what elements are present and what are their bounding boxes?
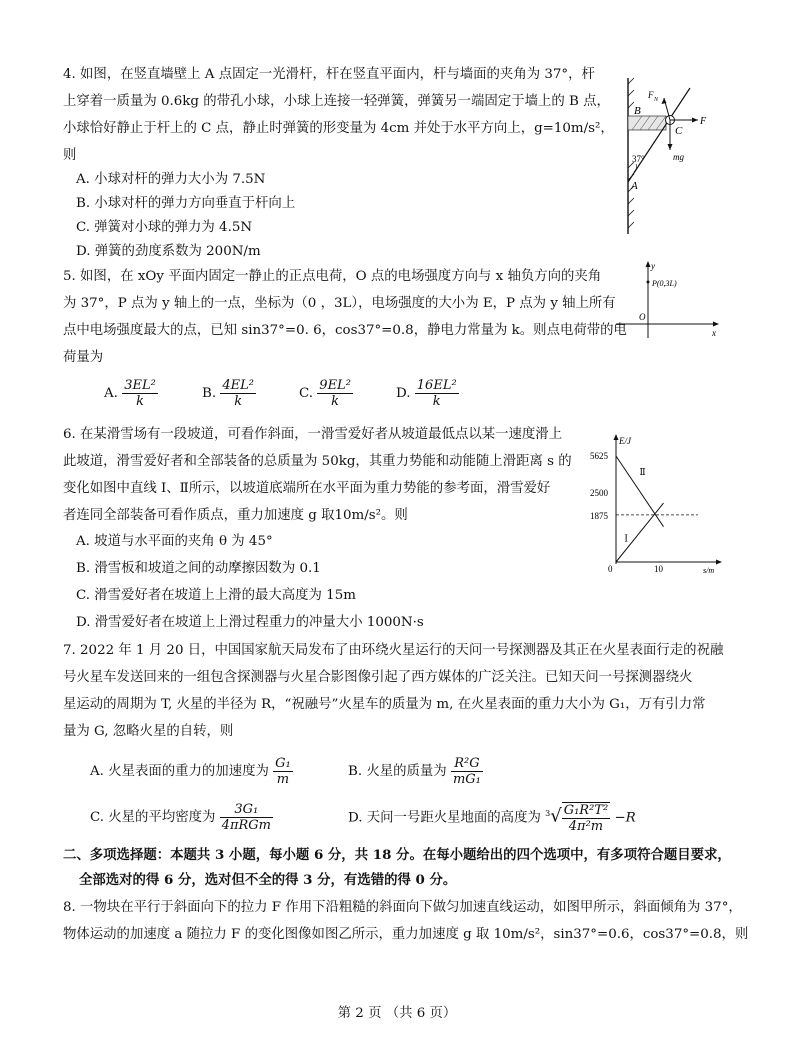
- label-fn: F: [648, 90, 654, 100]
- section-2-line-2: 全部选对的得 6 分，选对但不全的得 3 分，有选错的得 0 分。: [79, 872, 457, 888]
- q7-option-c: C. 火星的平均密度为 $\frac{\text{3G₁}}{\text{4πRGm}}$: [90, 802, 271, 833]
- q6-option-a: A. 坡道与水平面的夹角 θ 为 45°: [76, 534, 273, 549]
- label-a: A: [631, 180, 638, 192]
- q7-option-b: B. 火星的质量为 $\frac{\text{R²G}}{\text{mG₁}}$: [348, 756, 481, 787]
- label-f: F: [700, 116, 707, 127]
- q5-o-label: O: [639, 312, 646, 322]
- q4-line-1: 4. 如图，在竖直墙壁上 A 点固定一光滑杆，杆在竖直平面内，杆与墙面的夹角为 37°，杆: [63, 67, 595, 82]
- label-mg: mg: [673, 152, 684, 162]
- q5-option-c-fraction: $\frac{\text{9EL²}}{k}$: [319, 378, 351, 409]
- page-footer: 第 2 页 （共 6 页）: [337, 1006, 457, 1021]
- q5-option-a: A. $\frac{\text{3EL²}}{k}$: [104, 378, 156, 409]
- q5-y-label: y: [651, 261, 655, 271]
- q5-option-d-fraction: $\frac{\text{16EL²}}{k}$: [416, 378, 457, 409]
- q5-figure: [612, 258, 724, 342]
- label-c: C: [675, 125, 683, 137]
- q4-line-3: 小球恰好静止于杆上的 C 点，静止时弹簧的形变量为 4cm 并处于水平方向上，g=10m/s²，: [63, 121, 614, 136]
- q6-energy-chart: [588, 428, 728, 576]
- chart-series-I-line: [616, 503, 664, 562]
- chart-series-I-label: Ⅰ: [624, 533, 628, 544]
- chart-y-arrow: [614, 434, 619, 440]
- q5-option-d: D. $\frac{\text{16EL²}}{k}$: [396, 378, 457, 409]
- q6-option-c: C. 滑雪爱好者在坡道上上滑的最大高度为 15m: [76, 588, 356, 603]
- q7-line-2: 号火星车发送回来的一组包含探测器与火星合影图像引起了西方媒体的广泛关注。已知天问一号探测器绕火: [63, 670, 693, 685]
- q8-line-1: 8. 一物块在平行于斜面向下的拉力 F 作用下沿粗糙的斜面向下做匀加速直线运动，如图甲所示，斜面倾角为 37°，: [63, 900, 742, 915]
- section-2-line-1: 二、多项选择题：本题共 3 小题，每小题 6 分，共 18 分。在每小题给出的四个选项中，有多项符合题目要求，: [63, 847, 731, 863]
- q4-option-d: D. 弹簧的劲度系数为 200N/m: [76, 244, 261, 259]
- q6-line-1: 6. 在某滑雪场有一段坡道，可看作斜面，一滑雪爱好者从坡道最低点以某一速度滑上: [63, 427, 563, 442]
- q5-option-c: C. $\frac{\text{9EL²}}{k}$: [299, 378, 351, 409]
- q5-option-b-fraction: $\frac{\text{4EL²}}{k}$: [222, 378, 254, 409]
- q5-option-b: B. $\frac{\text{4EL²}}{k}$: [202, 378, 254, 409]
- q7-option-d: D. 天问一号距火星地面的高度为 $^3$√ $\frac{\text{G₁R²T²}}{\text{4π²m}}$ −R: [348, 803, 636, 834]
- chart-series-II-label: Ⅱ: [639, 466, 646, 477]
- q5-line-3: 点中电场强度最大的点，已知 sin37°=0. 6，cos37°=0.8，静电力常量为 k。则点电荷带的电: [63, 323, 627, 338]
- q5-option-a-fraction: $\frac{\text{3EL²}}{k}$: [124, 378, 156, 409]
- q6-option-b: B. 滑雪板和坡道之间的动摩擦因数为 0.1: [76, 561, 321, 576]
- chart-xtick-0: 0: [608, 564, 613, 574]
- q7-option-a: A. 火星表面的重力的加速度为 $\frac{\text{G₁}}{m}$: [90, 756, 291, 787]
- q7-line-3: 星运动的周期为 T, 火星的半径为 R，“祝融号”火星车的质量为 m, 在火星表面的重力大小为 G₁，万有引力常: [63, 697, 706, 712]
- q5-x-label: x: [712, 328, 716, 338]
- label-angle: 37°: [632, 154, 645, 164]
- q4-line-2: 上穿着一质量为 0.6kg 的带孔小球，小球上连接一轻弹簧，弹簧另一端固定于墙上的 B 点，: [63, 94, 610, 109]
- q4-figure: [612, 76, 732, 236]
- chart-ylabel: E/J: [619, 436, 631, 446]
- q4-option-a: A. 小球对杆的弹力大小为 7.5N: [76, 172, 266, 187]
- chart-ytick-5625: 5625: [590, 451, 608, 461]
- q6-line-4: 者连同全部装备可看作质点，重力加速度 g 取10m/s²。则: [63, 508, 408, 523]
- q4-line-4: 则: [63, 148, 77, 163]
- chart-xtick-10: 10: [654, 564, 663, 574]
- q7-option-d-fraction: $\frac{\text{G₁R²T²}}{\text{4π²m}}$: [563, 803, 609, 834]
- label-b: B: [634, 105, 641, 117]
- q4-option-b: B. 小球对杆的弹力方向垂直于杆向上: [76, 196, 296, 211]
- q8-line-2: 物体运动的加速度 a 随拉力 F 的变化图像如图乙所示，重力加速度 g 取 10m/s²，sin37°=0.6，cos37°=0.8，则: [63, 927, 749, 942]
- q7-line-4: 量为 G, 忽略火星的自转，则: [63, 724, 234, 739]
- q7-option-c-fraction: $\frac{\text{3G₁}}{\text{4πRGm}}$: [221, 802, 271, 833]
- q5-line-1: 5. 如图，在 xOy 平面内固定一静止的正点电荷，O 点的电场强度方向与 x 轴负方向的夹角: [63, 269, 602, 284]
- q6-line-3: 变化如图中直线 Ⅰ、Ⅱ所示，以坡道底端所在水平面为重力势能的参考面，滑雪爱好: [63, 481, 551, 496]
- q4-option-c: C. 弹簧对小球的弹力为 4.5N: [76, 220, 253, 235]
- q6-line-2: 此坡道，滑雪爱好者和全部装备的总质量为 50kg，其重力势能和动能随上滑距离 s 的: [63, 454, 572, 469]
- chart-xlabel: s/m: [703, 566, 715, 575]
- q6-option-d: D. 滑雪爱好者在坡道上上滑过程重力的冲量大小 1000N·s: [76, 615, 424, 630]
- chart-ytick-1875: 1875: [590, 511, 608, 521]
- chart-ytick-2500: 2500: [590, 488, 608, 498]
- q5-line-4: 荷量为: [63, 350, 104, 365]
- q7-line-1: 7. 2022 年 1 月 20 日，中国国家航天局发布了由环绕火星运行的天问一号探测器及其正在火星表面行走的祝融: [63, 643, 724, 658]
- q5-line-2: 为 37°，P 点为 y 轴上的一点，坐标为（0 ，3L），电场强度的大小为 E，P 点为 y 轴上所有: [63, 296, 616, 311]
- q7-option-b-fraction: $\frac{\text{R²G}}{\text{mG₁}}$: [452, 756, 481, 787]
- label-fn-sub: N: [654, 97, 659, 103]
- chart-x-arrow: [716, 560, 722, 565]
- q5-p-label: P(0,3L): [652, 279, 677, 288]
- q7-option-a-fraction: $\frac{\text{G₁}}{m}$: [275, 756, 291, 787]
